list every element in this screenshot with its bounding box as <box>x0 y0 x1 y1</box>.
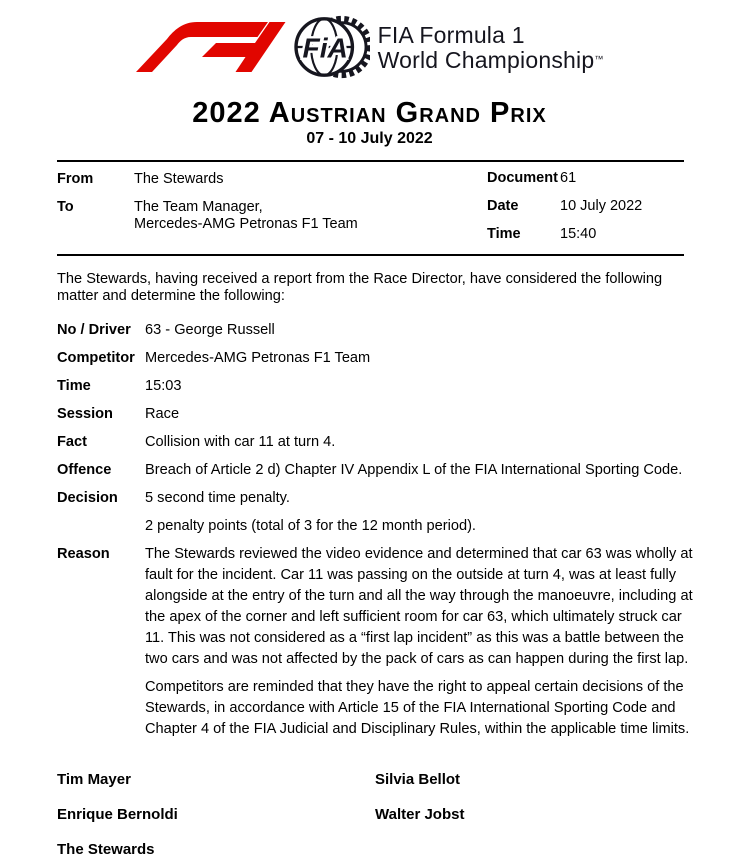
time-field-label: Time <box>57 378 91 394</box>
reason-value <box>145 544 697 740</box>
fia-monogram-text: FiA <box>302 31 348 64</box>
signatures <box>57 771 739 859</box>
decision-paragraph-1: 5 second time penalty. <box>145 490 290 506</box>
date-value: 10 July 2022 <box>560 198 643 214</box>
field-row-session <box>57 404 739 425</box>
intro-paragraph: The Stewards, having received a report from the Race Director, have considered the following matter and determine the following: <box>57 271 663 304</box>
signature-the-stewards: The Stewards <box>57 841 155 858</box>
session-label: Session <box>57 406 113 422</box>
field-row-offence <box>57 460 739 481</box>
to-value-line2: Mercedes-AMG Petronas F1 Team <box>134 216 358 232</box>
meta-right-column <box>487 170 682 243</box>
fia-globe-logo-icon <box>294 12 370 82</box>
time-value: 15:40 <box>560 226 597 242</box>
signature-silvia-bellot: Silvia Bellot <box>375 771 461 788</box>
signature-tim-mayer: Tim Mayer <box>57 771 131 788</box>
session-value: Race <box>145 406 180 422</box>
time-field-value: 15:03 <box>145 378 182 394</box>
time-label: Time <box>487 226 521 242</box>
decision-label: Decision <box>57 490 118 506</box>
from-label: From <box>57 171 94 187</box>
from-value: The Stewards <box>134 171 224 187</box>
meta-table <box>57 160 684 256</box>
event-dates: 07 - 10 July 2022 <box>306 130 433 147</box>
field-row-competitor <box>57 348 739 369</box>
offence-label: Offence <box>57 462 112 478</box>
competitor-label: Competitor <box>57 350 135 366</box>
trademark-symbol: ™ <box>594 53 604 64</box>
field-row-fact <box>57 432 739 453</box>
title-block <box>0 98 739 148</box>
f1-logo-icon <box>136 22 286 72</box>
competitor-value: Mercedes-AMG Petronas F1 Team <box>145 350 371 366</box>
date-label: Date <box>487 198 519 214</box>
signature-walter-jobst: Walter Jobst <box>375 806 465 823</box>
brand-wordmark <box>378 23 604 72</box>
document-label: Document <box>487 170 558 186</box>
event-title: 2022 Austrian Grand Prix <box>192 97 547 129</box>
field-row-decision <box>57 488 739 537</box>
decision-paragraph-2: 2 penalty points (total of 3 for the 12 month period). <box>145 518 476 534</box>
brand-line2: World Championship™ <box>377 46 604 73</box>
no-driver-label: No / Driver <box>57 322 131 338</box>
fact-label: Fact <box>57 434 88 450</box>
to-label: To <box>57 199 74 215</box>
signature-enrique-bernoldi: Enrique Bernoldi <box>57 806 178 823</box>
reason-paragraph-2: Competitors are reminded that they have the right to appeal certain decisions of the Stewards, in accordance with Article 15 of the FIA International Sporting Code and Chapter 4 of the FIA Judicial and Disciplinary Rules, within the applicable time limits. <box>145 679 690 737</box>
offence-value: Breach of Article 2 d) Chapter IV Appendix L of the FIA International Sporting Code. <box>145 462 683 478</box>
header <box>0 0 739 82</box>
field-row-no-driver <box>57 320 739 341</box>
signature-empty-cell <box>375 841 739 859</box>
field-row-time <box>57 376 739 397</box>
field-row-reason <box>57 544 739 740</box>
brand-line1: FIA Formula 1 <box>377 21 525 48</box>
decision-value <box>145 488 697 537</box>
no-driver-value: 63 - George Russell <box>145 322 275 338</box>
reason-paragraph-1: The Stewards reviewed the video evidence and determined that car 63 was wholly at fault for the incident. Car 11 was passing on the outside at turn 4, was at least fully alongside at the entry of the turn and all the way through the manoeuvre, including at the apex of the corner and left sufficient room for car 63, which ultimately struck car 11. This was not considered as a “first lap incident” as this was a battle between the two cars and was not affected by the pack of cars as can happen during the first lap. <box>145 546 693 667</box>
to-value-line1: The Team Manager, <box>134 199 263 215</box>
fact-value: Collision with car 11 at turn 4. <box>145 434 336 450</box>
reason-label: Reason <box>57 546 110 562</box>
decision-fields <box>57 320 739 740</box>
document-value: 61 <box>560 170 577 186</box>
